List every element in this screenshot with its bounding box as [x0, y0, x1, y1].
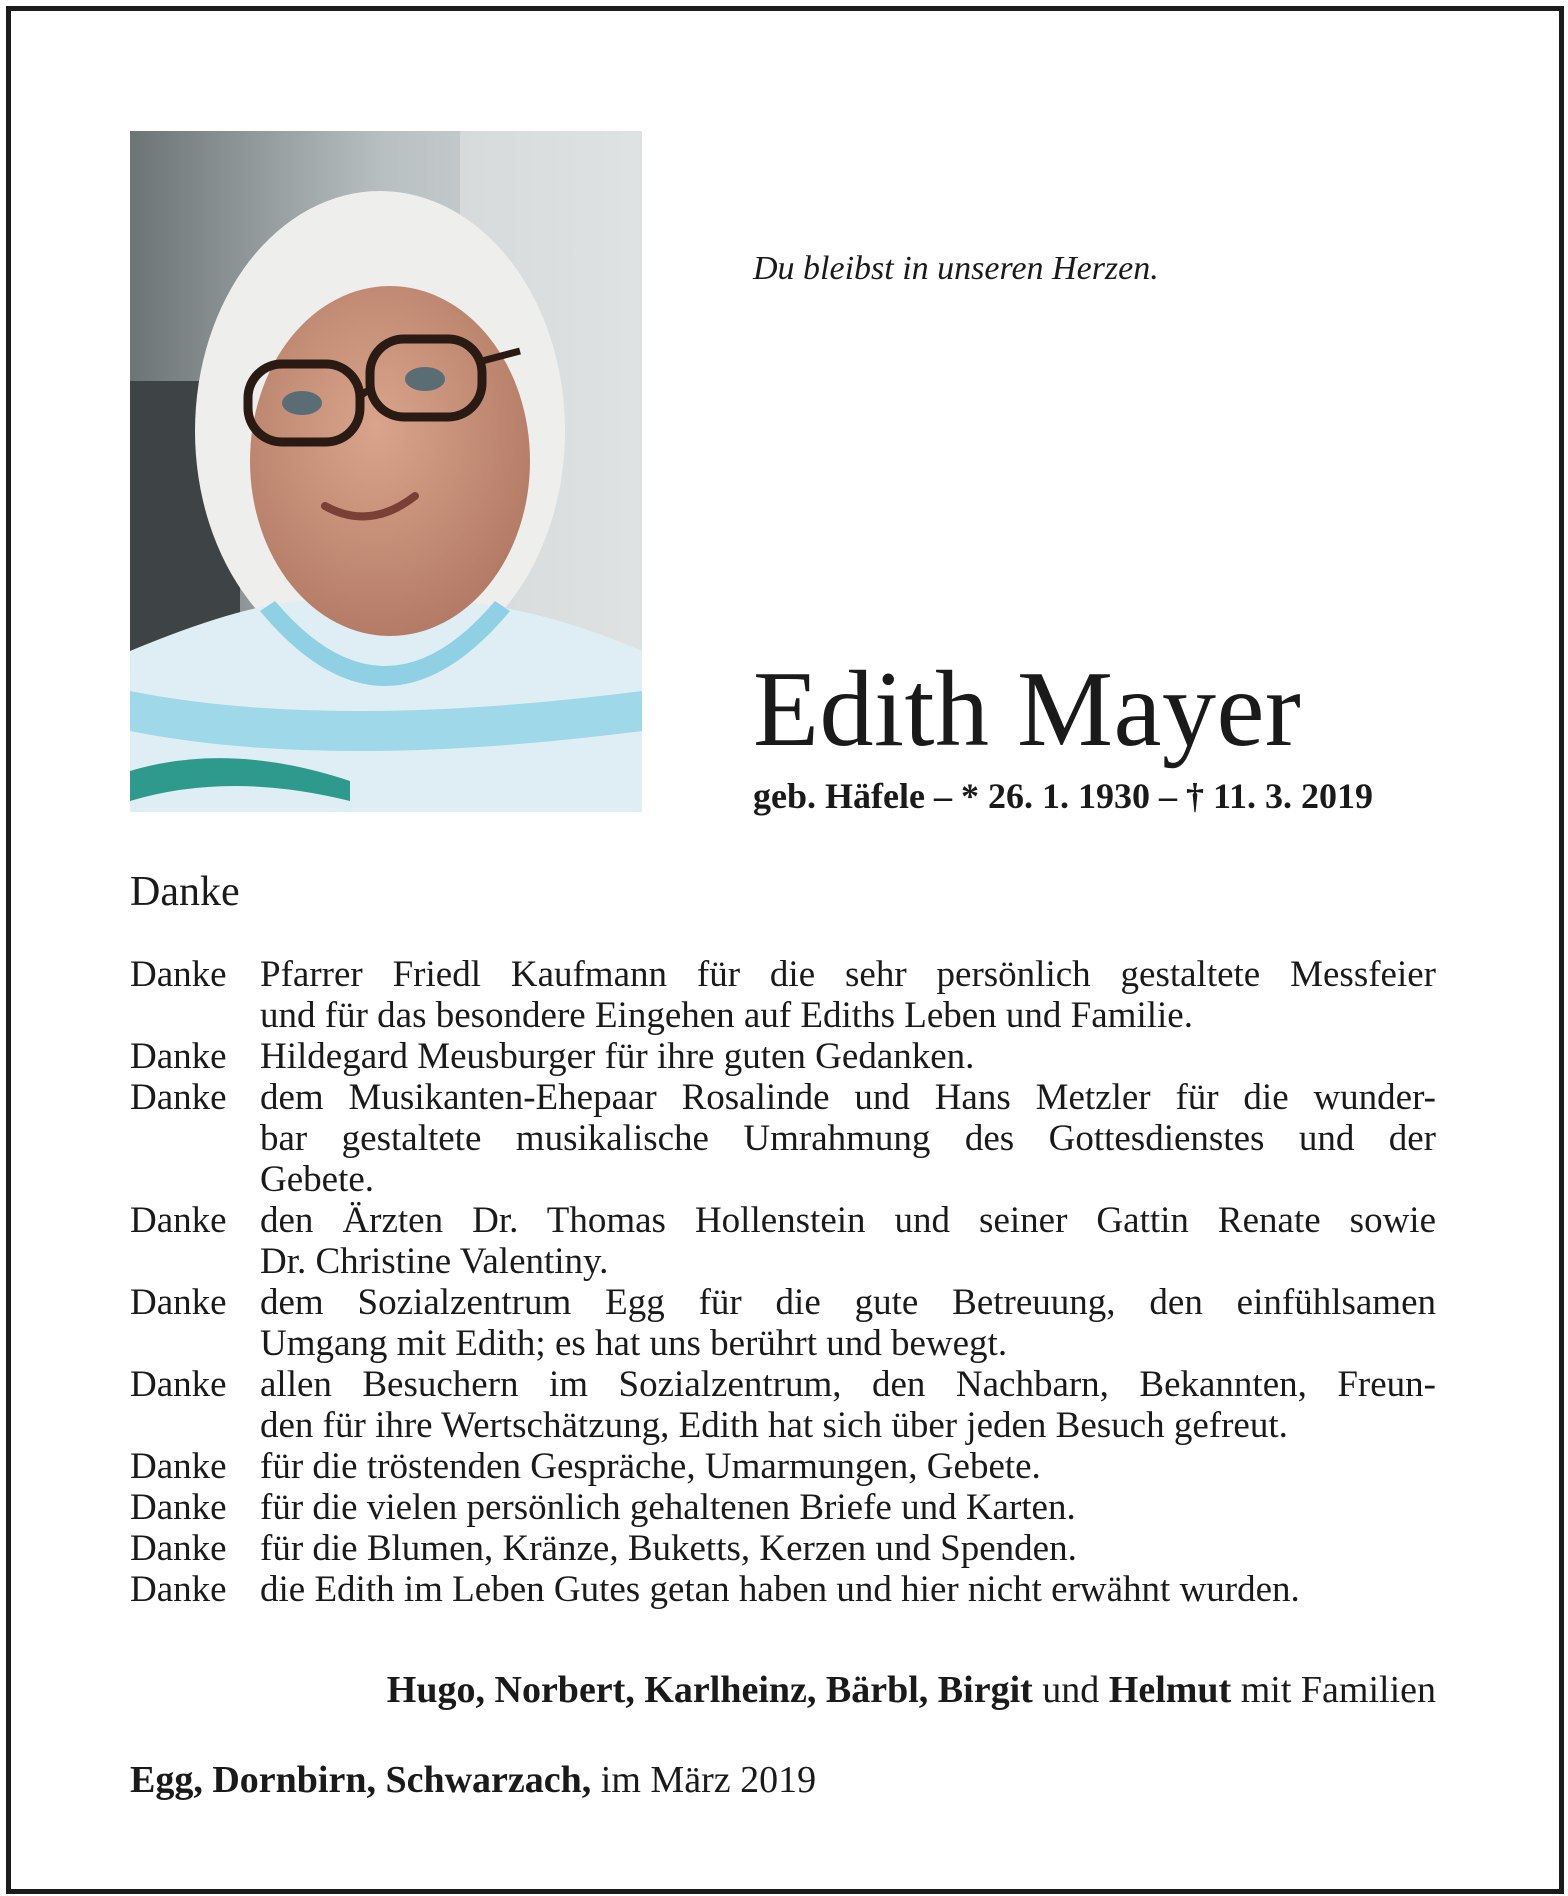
place-month: im März 2019 — [600, 1759, 817, 1801]
thanks-line: für die Blumen, Kränze, Buketts, Kerzen und Spenden. — [260, 1528, 1077, 1569]
thanks-label: Danke — [130, 954, 227, 995]
thanks-label: Danke — [130, 1036, 227, 1077]
thanks-row — [130, 1077, 1436, 1200]
thanks-line: den Ärzten Dr. Thomas Hollenstein und seiner Gattin Renate sowie — [260, 1200, 1436, 1241]
thanks-text — [260, 1569, 1436, 1610]
thanks-row — [130, 954, 1436, 1036]
thanks-row — [130, 1036, 1436, 1077]
portrait-photo — [130, 131, 642, 812]
signer-name: Karlheinz, — [644, 1669, 817, 1711]
thanks-text — [260, 1200, 1436, 1282]
signer-name: Helmut — [1108, 1669, 1232, 1711]
thanks-text — [260, 1446, 1436, 1487]
thanks-text — [260, 1487, 1436, 1528]
thanks-text — [260, 1036, 1436, 1077]
thanks-line: den für ihre Wertschätzung, Edith hat sich über jeden Besuch gefreut. — [260, 1405, 1288, 1446]
thanks-line: allen Besuchern im Sozialzentrum, den Nachbarn, Bekannten, Freun- — [260, 1364, 1436, 1405]
thanks-line: dem Musikanten-Ehepaar Rosalinde und Hans Metzler für die wunder- — [260, 1077, 1436, 1118]
thanks-row — [130, 1446, 1436, 1487]
thanks-row — [130, 1487, 1436, 1528]
thanks-line: die Edith im Leben Gutes getan haben und hier nicht erwähnt wurden. — [260, 1569, 1300, 1610]
thanks-line: dem Sozialzentrum Egg für die gute Betreuung, den einfühlsamen — [260, 1282, 1436, 1323]
thanks-row — [130, 1569, 1436, 1610]
place-date — [130, 1758, 816, 1802]
place-towns: Egg, Dornbirn, Schwarzach, — [130, 1759, 592, 1801]
thanks-label: Danke — [130, 1282, 227, 1323]
signers — [387, 1668, 1436, 1712]
thanks-label: Danke — [130, 1077, 227, 1118]
thanks-label: Danke — [130, 1569, 227, 1610]
thanks-line: für die vielen persönlich gehaltenen Briefe und Karten. — [260, 1487, 1076, 1528]
thanks-text — [260, 1528, 1436, 1569]
thanks-row — [130, 1282, 1436, 1364]
motto: Du bleibst in unseren Herzen. — [753, 250, 1159, 287]
thanks-label: Danke — [130, 1446, 227, 1487]
thanks-line: für die tröstenden Gespräche, Umarmungen, Gebete. — [260, 1446, 1041, 1487]
thanks-line: Umgang mit Edith; es hat uns berührt und bewegt. — [260, 1323, 1008, 1364]
thanks-line: Gebete. — [260, 1159, 375, 1200]
thanks-row — [130, 1200, 1436, 1282]
thanks-row — [130, 1528, 1436, 1569]
thanks-row — [130, 1364, 1436, 1446]
thanks-line: Hildegard Meusburger für ihre guten Gedanken. — [260, 1036, 975, 1077]
signer-name: Norbert, — [494, 1669, 635, 1711]
deceased-name: Edith Mayer — [753, 650, 1302, 769]
thanks-text — [260, 1077, 1436, 1200]
signer-name: Birgit — [937, 1669, 1033, 1711]
thanks-line: Dr. Christine Valentiny. — [260, 1241, 609, 1282]
thanks-line: bar gestaltete musikalische Umrahmung des Gottesdienstes und der — [260, 1118, 1436, 1159]
thanks-label: Danke — [130, 1200, 227, 1241]
thanks-text — [260, 954, 1436, 1036]
thanks-label: Danke — [130, 1487, 227, 1528]
thanks-heading: Danke — [130, 869, 240, 915]
signer-name: Bärbl, — [825, 1669, 929, 1711]
thanks-text — [260, 1364, 1436, 1446]
signer-connector: und — [1042, 1669, 1100, 1711]
thanks-line: und für das besondere Eingehen auf Ediths Leben und Familie. — [260, 995, 1193, 1036]
thanks-label: Danke — [130, 1528, 227, 1569]
thanks-label: Danke — [130, 1364, 227, 1405]
thanks-list — [130, 954, 1436, 1610]
life-dates: geb. Häfele – * 26. 1. 1930 – † 11. 3. 2019 — [753, 776, 1373, 816]
thanks-text — [260, 1282, 1436, 1364]
signer-name: Hugo, — [386, 1669, 485, 1711]
signer-suffix: mit Familien — [1240, 1669, 1436, 1711]
thanks-line: Pfarrer Friedl Kaufmann für die sehr persönlich gestaltete Messfeier — [260, 954, 1436, 995]
